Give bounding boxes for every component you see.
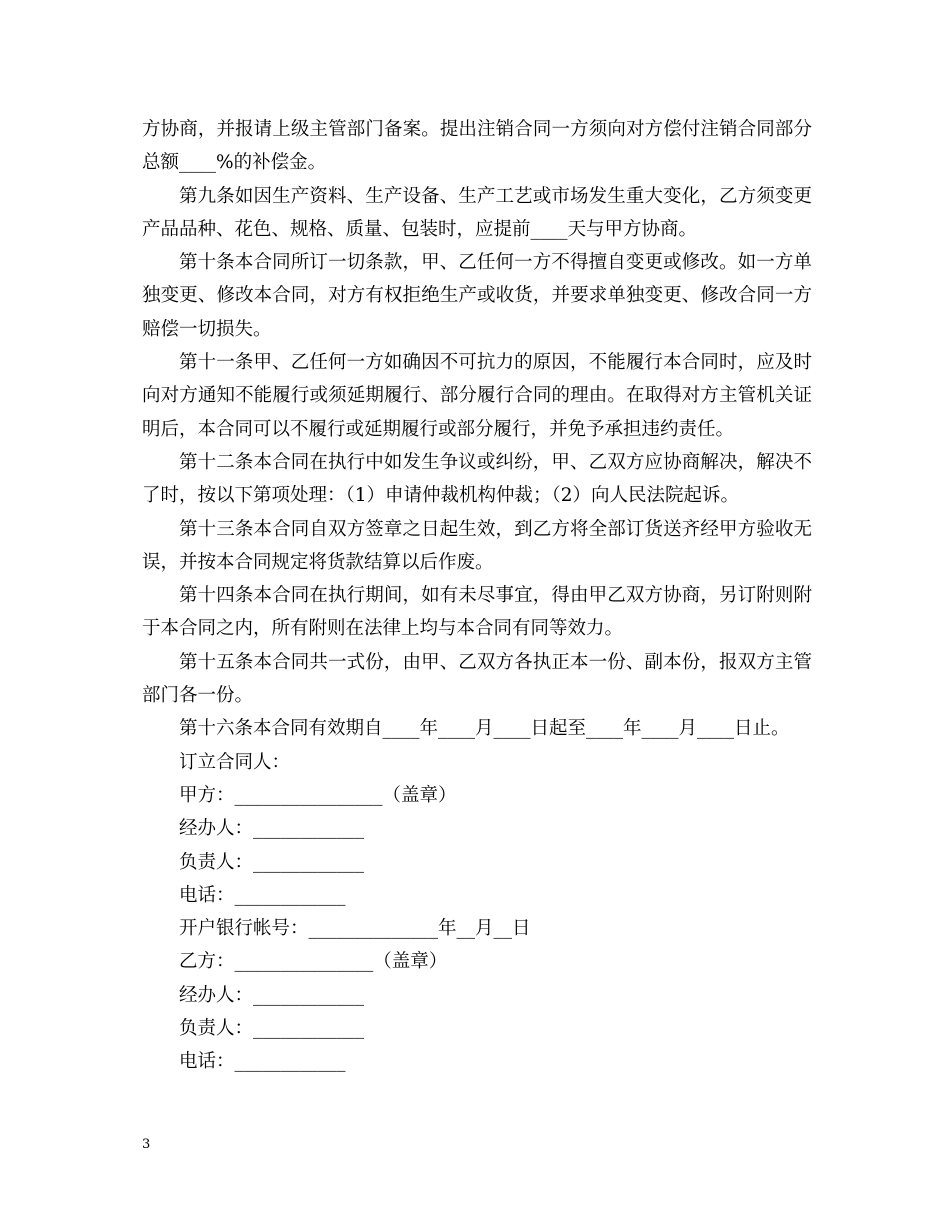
signature-block <box>142 746 812 1079</box>
article-13: 第十三条本合同自双方签章之日起生效，到乙方将全部订货送齐经甲方验收无误，并按本合同规定将货款结算以后作废。 <box>142 518 812 573</box>
article-15: 第十五条本合同共一式份，由甲、乙双方各执正本一份、副本份，报双方主管部门各一份。 <box>142 651 812 707</box>
article-9: 第九条如因生产资料、生产设备、生产工艺或市场发生重大变化，乙方须变更产品品种、花色、规格、质量、包装时，应提前____天与甲方协商。 <box>142 185 812 240</box>
paragraph-continuation: 方协商，并报请上级主管部门备案。提出注销合同一方须向对方偿付注销合同部分总额____%的补偿金。 <box>142 119 812 174</box>
article-11: 第十一条甲、乙任何一方如确因不可抗力的原因，不能履行本合同时，应及时向对方通知不能履行或须延期履行、部分履行合同的理由。在取得对方主管机关证明后，本合同可以不履行或延期履行或部分履行，并免予承担违约责任。 <box>142 352 812 440</box>
article-12: 第十二条本合同在执行中如发生争议或纠纷，甲、乙双方应协商解决，解决不了时，按以下第项处理：（1）申请仲裁机构仲裁；（2）向人民法院起诉。 <box>142 451 812 507</box>
article-16: 第十六条本合同有效期自____年____月____日起至____年____月____日止。 <box>179 718 790 740</box>
party-a-agent-line: 经办人：____________ <box>179 818 365 840</box>
party-a-principal-line: 负责人：____________ <box>179 851 365 873</box>
party-a-line: 甲方：________________（盖章） <box>179 784 457 806</box>
page-number: 3 <box>142 1137 151 1152</box>
party-b-phone-line: 电话：____________ <box>179 1051 346 1073</box>
article-14: 第十四条本合同在执行期间，如有未尽事宜，得由甲乙双方协商，另订附则附于本合同之内，所有附则在法律上均与本合同有同等效力。 <box>142 585 812 640</box>
document-body <box>142 113 812 1079</box>
party-a-phone-line: 电话：____________ <box>179 884 346 906</box>
article-10: 第十条本合同所订一切条款，甲、乙任何一方不得擅自变更或修改。如一方单独变更、修改本合同，对方有权拒绝生产或收货，并要求单独变更、修改合同一方赔偿一切损失。 <box>142 252 812 340</box>
party-b-agent-line: 经办人：____________ <box>179 984 365 1006</box>
party-b-line: 乙方：_______________（盖章） <box>179 951 448 973</box>
signature-heading: 订立合同人： <box>179 751 291 773</box>
party-b-principal-line: 负责人：____________ <box>179 1018 365 1040</box>
bank-account-line: 开户银行帐号：______________年__月__日 <box>179 918 531 940</box>
